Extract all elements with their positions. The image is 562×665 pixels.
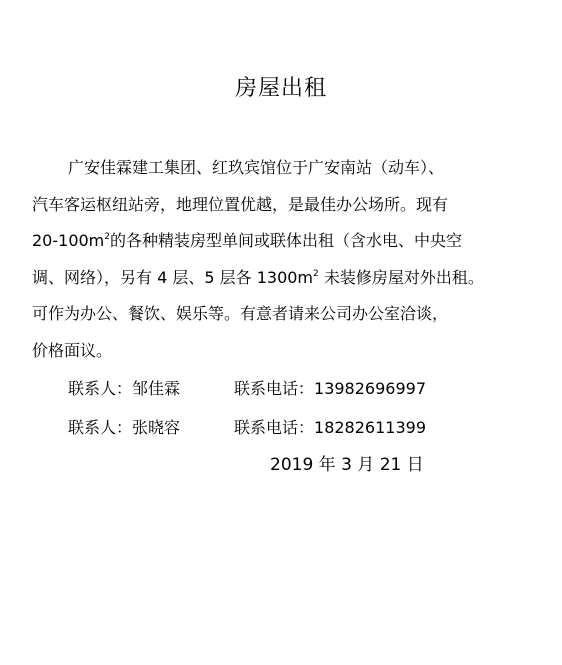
contact-name: 邹佳霖	[132, 379, 181, 398]
phone-label: 联系电话：	[234, 379, 315, 398]
contact-row-1	[68, 377, 426, 401]
area-superscript: 2	[104, 232, 110, 242]
area-superscript-2: 2	[313, 268, 319, 279]
phone-number: 18282611399	[314, 418, 426, 437]
body-line-5: 可作为办公、餐饮、娱乐等。有意者请来公司办公室洽谈，	[32, 304, 449, 323]
contact-row-2	[68, 416, 426, 440]
body-line-2: 汽车客运枢纽站旁，地理位置优越，是最佳办公场所。现有	[32, 194, 449, 214]
body-line-4-start: 调、网络），另有 4 层、5 层各 1300m	[32, 267, 314, 287]
body-line-3-rest: 的各种精装房型单间或联体出租（含水电、中央空	[110, 231, 463, 250]
contact-label: 联系人：	[68, 418, 133, 437]
notice-date: 2019 年 3 月 21 日	[270, 455, 424, 475]
contact-phone-group	[234, 377, 426, 401]
contact-name: 张晓容	[132, 418, 181, 437]
body-line-6: 价格面议。	[32, 340, 113, 360]
body-line-4-rest: 未装修房屋对外出租。	[318, 267, 484, 287]
phone-number: 13982696997	[314, 379, 426, 398]
area-range: 20-100m	[32, 231, 105, 250]
body-line-3	[32, 223, 542, 260]
contact-label: 联系人：	[68, 379, 133, 398]
notice-title: 房屋出租	[234, 76, 327, 101]
body-line-4	[32, 260, 542, 297]
phone-label: 联系电话：	[234, 418, 315, 437]
contact-phone-group	[234, 416, 426, 440]
notice-body	[32, 150, 542, 369]
body-line-1: 广安佳霖建工集团、红玖宾馆位于广安南站（动车）、	[68, 158, 445, 177]
